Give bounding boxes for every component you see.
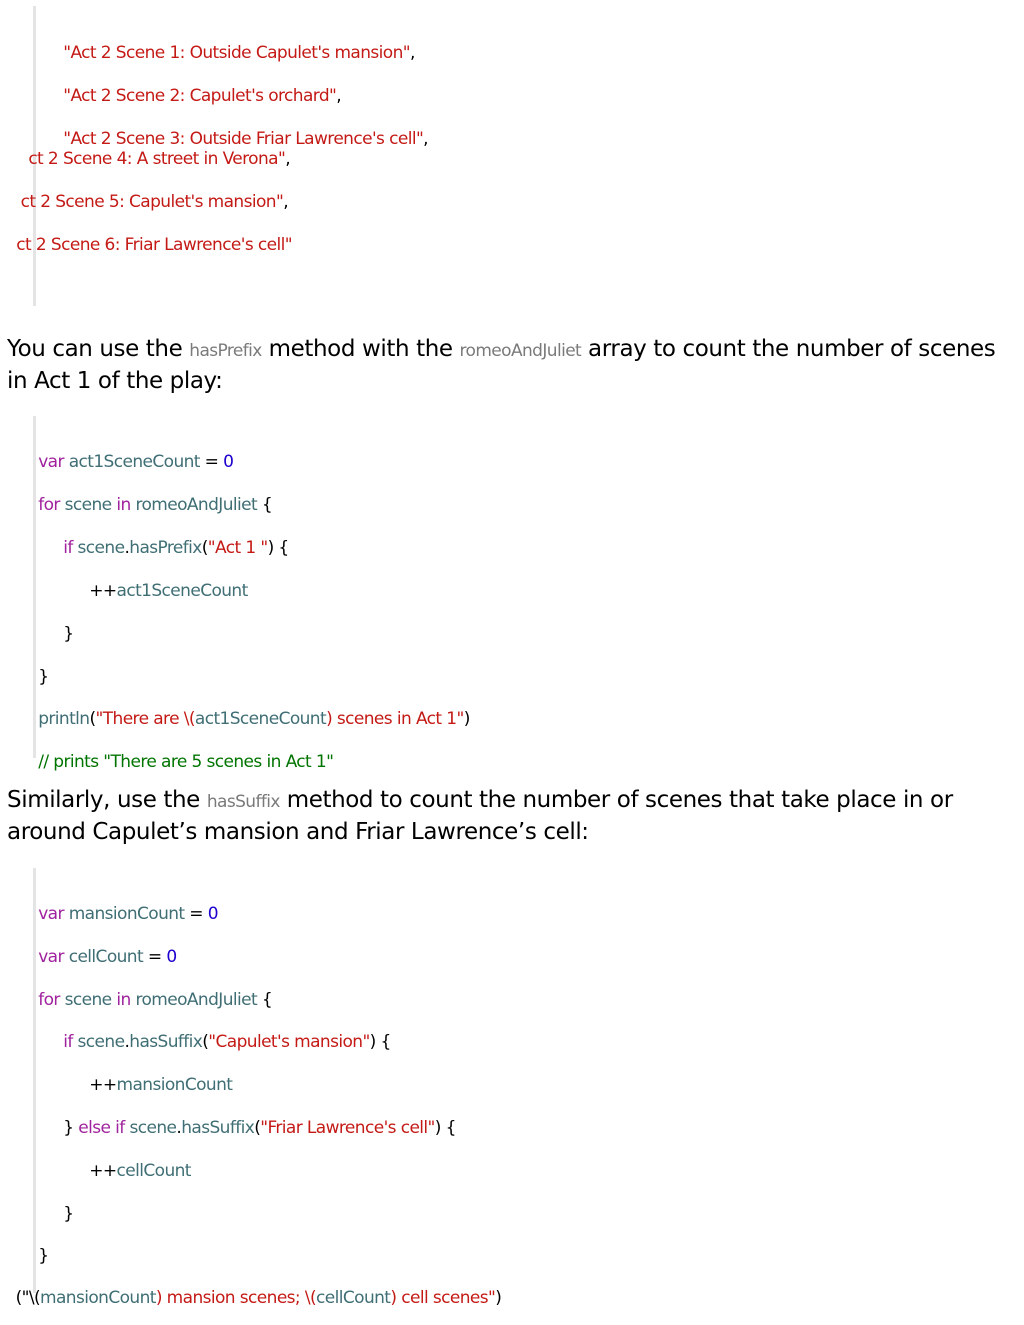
code-line: var mansionCount = 0 (38, 904, 218, 924)
code-block-location-count (33, 868, 1024, 1293)
code-line: "Act 2 Scene 3: Outside Friar Lawrence's cell", (63, 129, 428, 149)
code-line: println("There are \(act1SceneCount) scenes in Act 1") (38, 709, 470, 729)
code-line-clipped: ct 2 Scene 5: Capulet's mansion", (20, 192, 288, 212)
code-line-clipped: ("\(mansionCount) mansion scenes; \(cellCount) cell scenes") (15, 1288, 502, 1308)
paragraph-has-prefix: You can use the hasPrefix method with the romeoAndJuliet array to count the number of scenes in Act 1 of the play: (7, 336, 996, 394)
code-line: var act1SceneCount = 0 (38, 452, 234, 472)
inline-code: hasPrefix (189, 341, 262, 361)
code-line: } (63, 1204, 74, 1224)
code-line: var cellCount = 0 (38, 947, 177, 967)
paragraph-has-suffix: Similarly, use the hasSuffix method to count the number of scenes that take place in or around Capulet’s mansion and Friar Lawrence’s cell: (7, 787, 953, 845)
code-line: } else if scene.hasSuffix("Friar Lawrence's cell") { (63, 1118, 456, 1138)
code-line: "Act 2 Scene 2: Capulet's orchard", (63, 86, 342, 106)
code-line: ++mansionCount (89, 1075, 233, 1095)
code-line: for scene in romeoAndJuliet { (38, 495, 273, 515)
code-comment: // prints "There are 5 scenes in Act 1" (38, 752, 334, 772)
code-line: } (38, 667, 49, 687)
code-line: if scene.hasSuffix("Capulet's mansion") { (63, 1032, 391, 1052)
code-line: "Act 2 Scene 1: Outside Capulet's mansion", (63, 43, 415, 63)
code-line: } (38, 1246, 49, 1266)
inline-code: hasSuffix (206, 792, 280, 812)
code-line: } (63, 624, 74, 644)
code-block-act1-count (33, 416, 1024, 772)
code-line: ++cellCount (89, 1161, 191, 1181)
code-line: for scene in romeoAndJuliet { (38, 990, 273, 1010)
code-line: ++act1SceneCount (89, 581, 248, 601)
code-line-clipped: ct 2 Scene 6: Friar Lawrence's cell" (16, 235, 292, 255)
inline-code: romeoAndJuliet (459, 341, 582, 361)
code-line-clipped: ct 2 Scene 4: A street in Verona", (28, 149, 290, 169)
code-line: if scene.hasPrefix("Act 1 ") { (63, 538, 289, 558)
